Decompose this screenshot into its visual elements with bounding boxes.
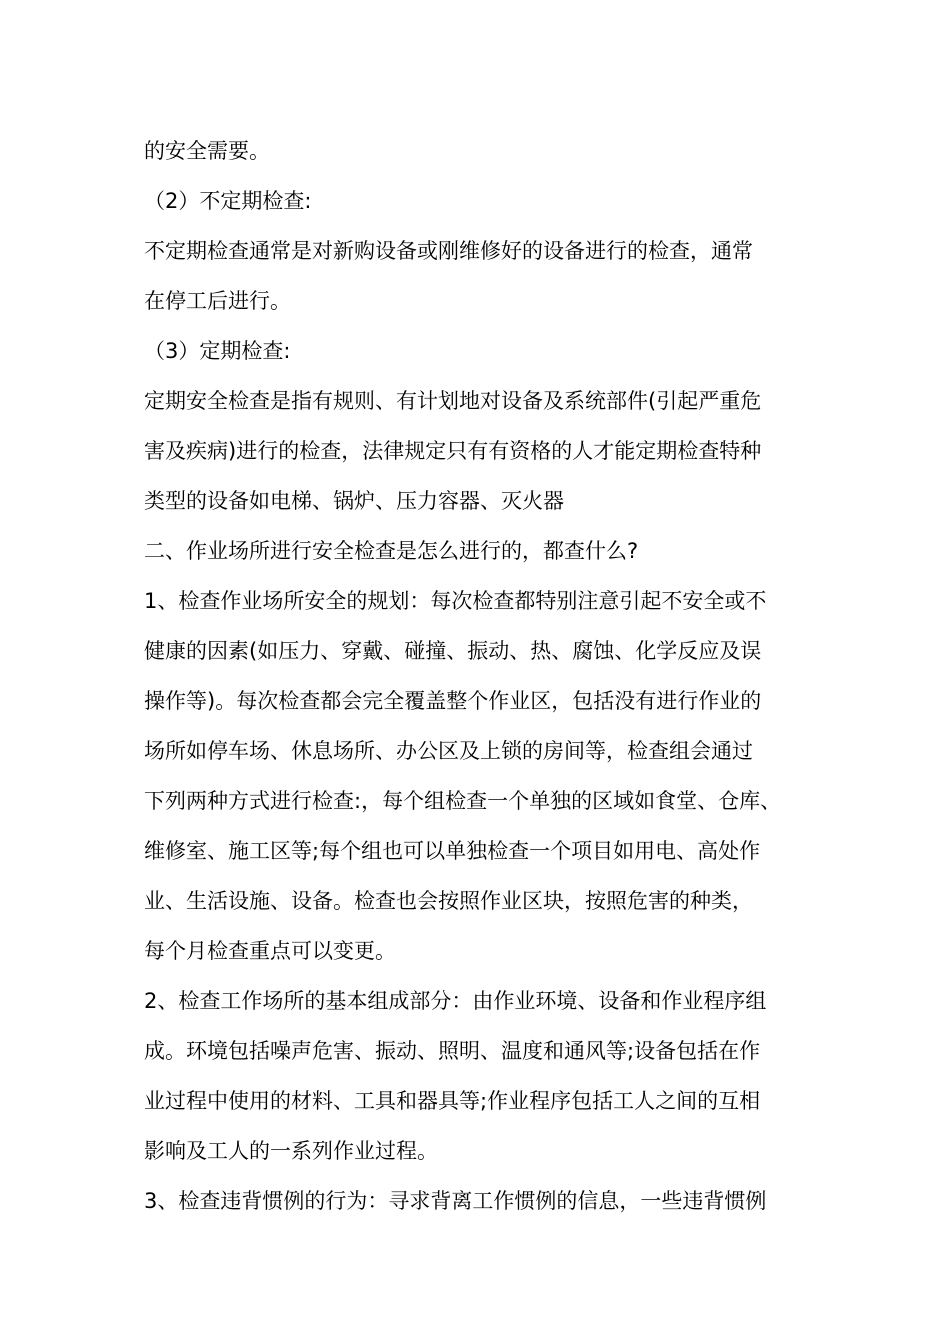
text-line: 场所如停车场、休息场所、办公区及上锁的房间等，检查组会通过 (144, 739, 753, 763)
text-line: 2、检查工作场所的基本组成部分：由作业环境、设备和作业程序组 (144, 989, 767, 1013)
text-line: 维修室、施工区等;每个组也可以单独检查一个项目如用电、高处作 (144, 839, 761, 863)
text-line: 3、检查违背惯例的行为：寻求背离工作惯例的信息，一些违背惯例 (144, 1189, 767, 1213)
text-line: 不定期检查通常是对新购设备或刚维修好的设备进行的检查，通常 (144, 239, 753, 263)
text-line: 下列两种方式进行检查:，每个组检查一个单独的区域如食堂、仓库、 (144, 789, 782, 813)
text-line: 1、检查作业场所安全的规划：每次检查都特别注意引起不安全或不 (144, 589, 767, 613)
text-line: 影响及工人的一系列作业过程。 (144, 1139, 438, 1163)
text-line: 操作等)。每次检查都会完全覆盖整个作业区，包括没有进行作业的 (144, 689, 762, 713)
text-line: 定期安全检查是指有规则、有计划地对设备及系统部件(引起严重危 (144, 389, 762, 413)
text-line: （2）不定期检查: (144, 189, 312, 213)
text-line: 在停工后进行。 (144, 289, 291, 313)
text-line: 类型的设备如电梯、锅炉、压力容器、灭火器 (144, 489, 564, 513)
text-line: 每个月检查重点可以变更。 (144, 939, 396, 963)
text-line: 害及疾病)进行的检查，法律规定只有有资格的人才能定期检查特种 (144, 439, 762, 463)
document-body (144, 126, 824, 1226)
text-line: 的安全需要。 (144, 139, 270, 163)
text-line: 成。环境包括噪声危害、振动、照明、温度和通风等;设备包括在作 (144, 1039, 761, 1063)
text-line: 业过程中使用的材料、工具和器具等;作业程序包括工人之间的互相 (144, 1089, 761, 1113)
text-line: 业、生活设施、设备。检查也会按照作业区块，按照危害的种类， (144, 889, 753, 913)
section-heading: 二、作业场所进行安全检查是怎么进行的，都查什么? (144, 539, 639, 563)
text-line: （3）定期检查: (144, 339, 291, 363)
text-line: 健康的因素(如压力、穿戴、碰撞、振动、热、腐蚀、化学反应及误 (144, 639, 762, 663)
